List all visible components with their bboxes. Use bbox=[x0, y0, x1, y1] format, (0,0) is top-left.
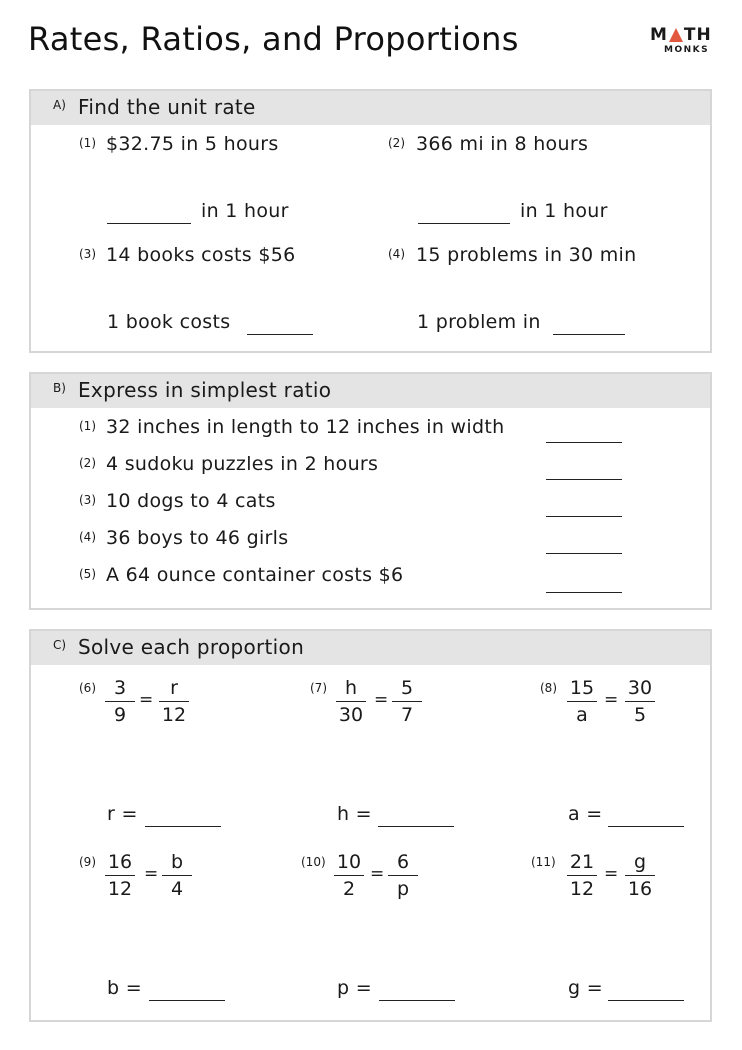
numerator: 6 bbox=[396, 851, 410, 873]
fraction-left bbox=[336, 677, 366, 726]
answer-label: 1 problem in bbox=[417, 311, 541, 333]
problem-number: (11) bbox=[531, 855, 556, 869]
problem-number: (6) bbox=[79, 681, 96, 695]
problem-number: (7) bbox=[310, 681, 327, 695]
problem-text: 14 books costs $56 bbox=[106, 244, 296, 266]
answer-label: 1 book costs bbox=[107, 311, 231, 333]
answer-line[interactable] bbox=[145, 806, 221, 831]
answer-label: r = bbox=[107, 803, 138, 825]
problem-number: (8) bbox=[540, 681, 557, 695]
numerator: h bbox=[344, 677, 358, 699]
numerator: 30 bbox=[627, 677, 653, 699]
section-c-header bbox=[31, 631, 710, 665]
numerator: 3 bbox=[113, 677, 127, 699]
math-monks-logo bbox=[650, 26, 720, 55]
numerator: 16 bbox=[107, 851, 133, 873]
answer-label: h = bbox=[337, 803, 372, 825]
problem-number: (5) bbox=[79, 567, 96, 581]
section-c-title: Solve each proportion bbox=[78, 635, 305, 659]
numerator: r bbox=[170, 677, 178, 699]
denominator: 12 bbox=[107, 878, 133, 900]
answer-line[interactable] bbox=[546, 572, 622, 597]
denominator: 4 bbox=[170, 878, 184, 900]
problem-text: A 64 ounce container costs $6 bbox=[106, 564, 404, 586]
answer-line[interactable] bbox=[546, 533, 622, 558]
answer-line[interactable] bbox=[546, 422, 622, 447]
logo-triangle-icon bbox=[669, 28, 683, 42]
denominator: 7 bbox=[400, 704, 414, 726]
equals-sign: = bbox=[604, 864, 619, 884]
fraction-left bbox=[334, 851, 364, 900]
problem-number: (3) bbox=[79, 493, 96, 507]
problem-number: (10) bbox=[301, 855, 326, 869]
problem-number: (2) bbox=[79, 456, 96, 470]
problem-number: (4) bbox=[79, 530, 96, 544]
answer-line[interactable] bbox=[608, 980, 684, 1005]
problem-text: 4 sudoku puzzles in 2 hours bbox=[106, 453, 379, 475]
denominator: 12 bbox=[569, 878, 595, 900]
page-title: Rates, Ratios, and Proportions bbox=[28, 20, 519, 58]
fraction-right bbox=[159, 677, 189, 726]
logo-letter-m: M bbox=[650, 25, 668, 45]
problem-number: (4) bbox=[388, 247, 405, 261]
denominator: 9 bbox=[113, 704, 127, 726]
fraction-left bbox=[105, 677, 135, 726]
problem-text: 36 boys to 46 girls bbox=[106, 527, 289, 549]
numerator: b bbox=[170, 851, 184, 873]
answer-line[interactable] bbox=[107, 203, 191, 228]
section-a bbox=[29, 89, 712, 353]
denominator: 30 bbox=[338, 704, 364, 726]
fraction-left bbox=[567, 851, 597, 900]
answer-line[interactable] bbox=[378, 806, 454, 831]
problem-text: 15 problems in 30 min bbox=[416, 244, 637, 266]
answer-label: g = bbox=[568, 977, 603, 999]
answer-label: b = bbox=[107, 977, 142, 999]
problem-number: (1) bbox=[79, 419, 96, 433]
section-b-title: Express in simplest ratio bbox=[78, 378, 332, 402]
section-b-header bbox=[31, 374, 710, 408]
answer-line[interactable] bbox=[418, 203, 510, 228]
answer-label: in 1 hour bbox=[201, 200, 289, 222]
section-c-letter: C) bbox=[53, 638, 67, 652]
fraction-right bbox=[625, 851, 655, 900]
answer-label: in 1 hour bbox=[520, 200, 608, 222]
section-b bbox=[29, 372, 712, 610]
problem-text: 10 dogs to 4 cats bbox=[106, 490, 276, 512]
answer-line[interactable] bbox=[149, 980, 225, 1005]
section-c bbox=[29, 629, 712, 1022]
section-a-header bbox=[31, 91, 710, 125]
numerator: 21 bbox=[569, 851, 595, 873]
problem-number: (9) bbox=[79, 855, 96, 869]
denominator: a bbox=[576, 704, 588, 726]
section-b-letter: B) bbox=[53, 381, 66, 395]
problem-text: 32 inches in length to 12 inches in width bbox=[106, 416, 505, 438]
section-a-letter: A) bbox=[53, 98, 66, 112]
fraction-right bbox=[392, 677, 422, 726]
fraction-right bbox=[162, 851, 192, 900]
logo-subtext: MONKS bbox=[664, 45, 710, 55]
numerator: 10 bbox=[336, 851, 362, 873]
answer-line[interactable] bbox=[546, 496, 622, 521]
denominator: 12 bbox=[161, 704, 187, 726]
problem-text: 366 mi in 8 hours bbox=[416, 133, 589, 155]
fraction-right bbox=[625, 677, 655, 726]
problem-number: (2) bbox=[388, 136, 405, 150]
numerator: 5 bbox=[400, 677, 414, 699]
denominator: 5 bbox=[633, 704, 647, 726]
logo-wordmark bbox=[650, 26, 720, 44]
answer-label: a = bbox=[568, 803, 603, 825]
denominator: p bbox=[396, 878, 410, 900]
logo-letters-th: TH bbox=[683, 25, 712, 45]
fraction-left bbox=[105, 851, 135, 900]
answer-line[interactable] bbox=[546, 459, 622, 484]
equals-sign: = bbox=[139, 690, 154, 710]
equals-sign: = bbox=[144, 864, 159, 884]
equals-sign: = bbox=[370, 864, 385, 884]
section-a-title: Find the unit rate bbox=[78, 95, 256, 119]
fraction-right bbox=[388, 851, 418, 900]
equals-sign: = bbox=[374, 690, 389, 710]
problem-number: (3) bbox=[79, 247, 96, 261]
problem-text: $32.75 in 5 hours bbox=[106, 133, 279, 155]
problem-number: (1) bbox=[79, 136, 96, 150]
answer-line[interactable] bbox=[553, 314, 625, 339]
fraction-left bbox=[567, 677, 597, 726]
equals-sign: = bbox=[604, 690, 619, 710]
numerator: 15 bbox=[569, 677, 595, 699]
answer-line[interactable] bbox=[608, 806, 684, 831]
answer-label: p = bbox=[337, 977, 372, 999]
answer-line[interactable] bbox=[379, 980, 455, 1005]
denominator: 2 bbox=[342, 878, 356, 900]
denominator: 16 bbox=[627, 878, 653, 900]
answer-line[interactable] bbox=[247, 314, 313, 339]
numerator: g bbox=[633, 851, 647, 873]
